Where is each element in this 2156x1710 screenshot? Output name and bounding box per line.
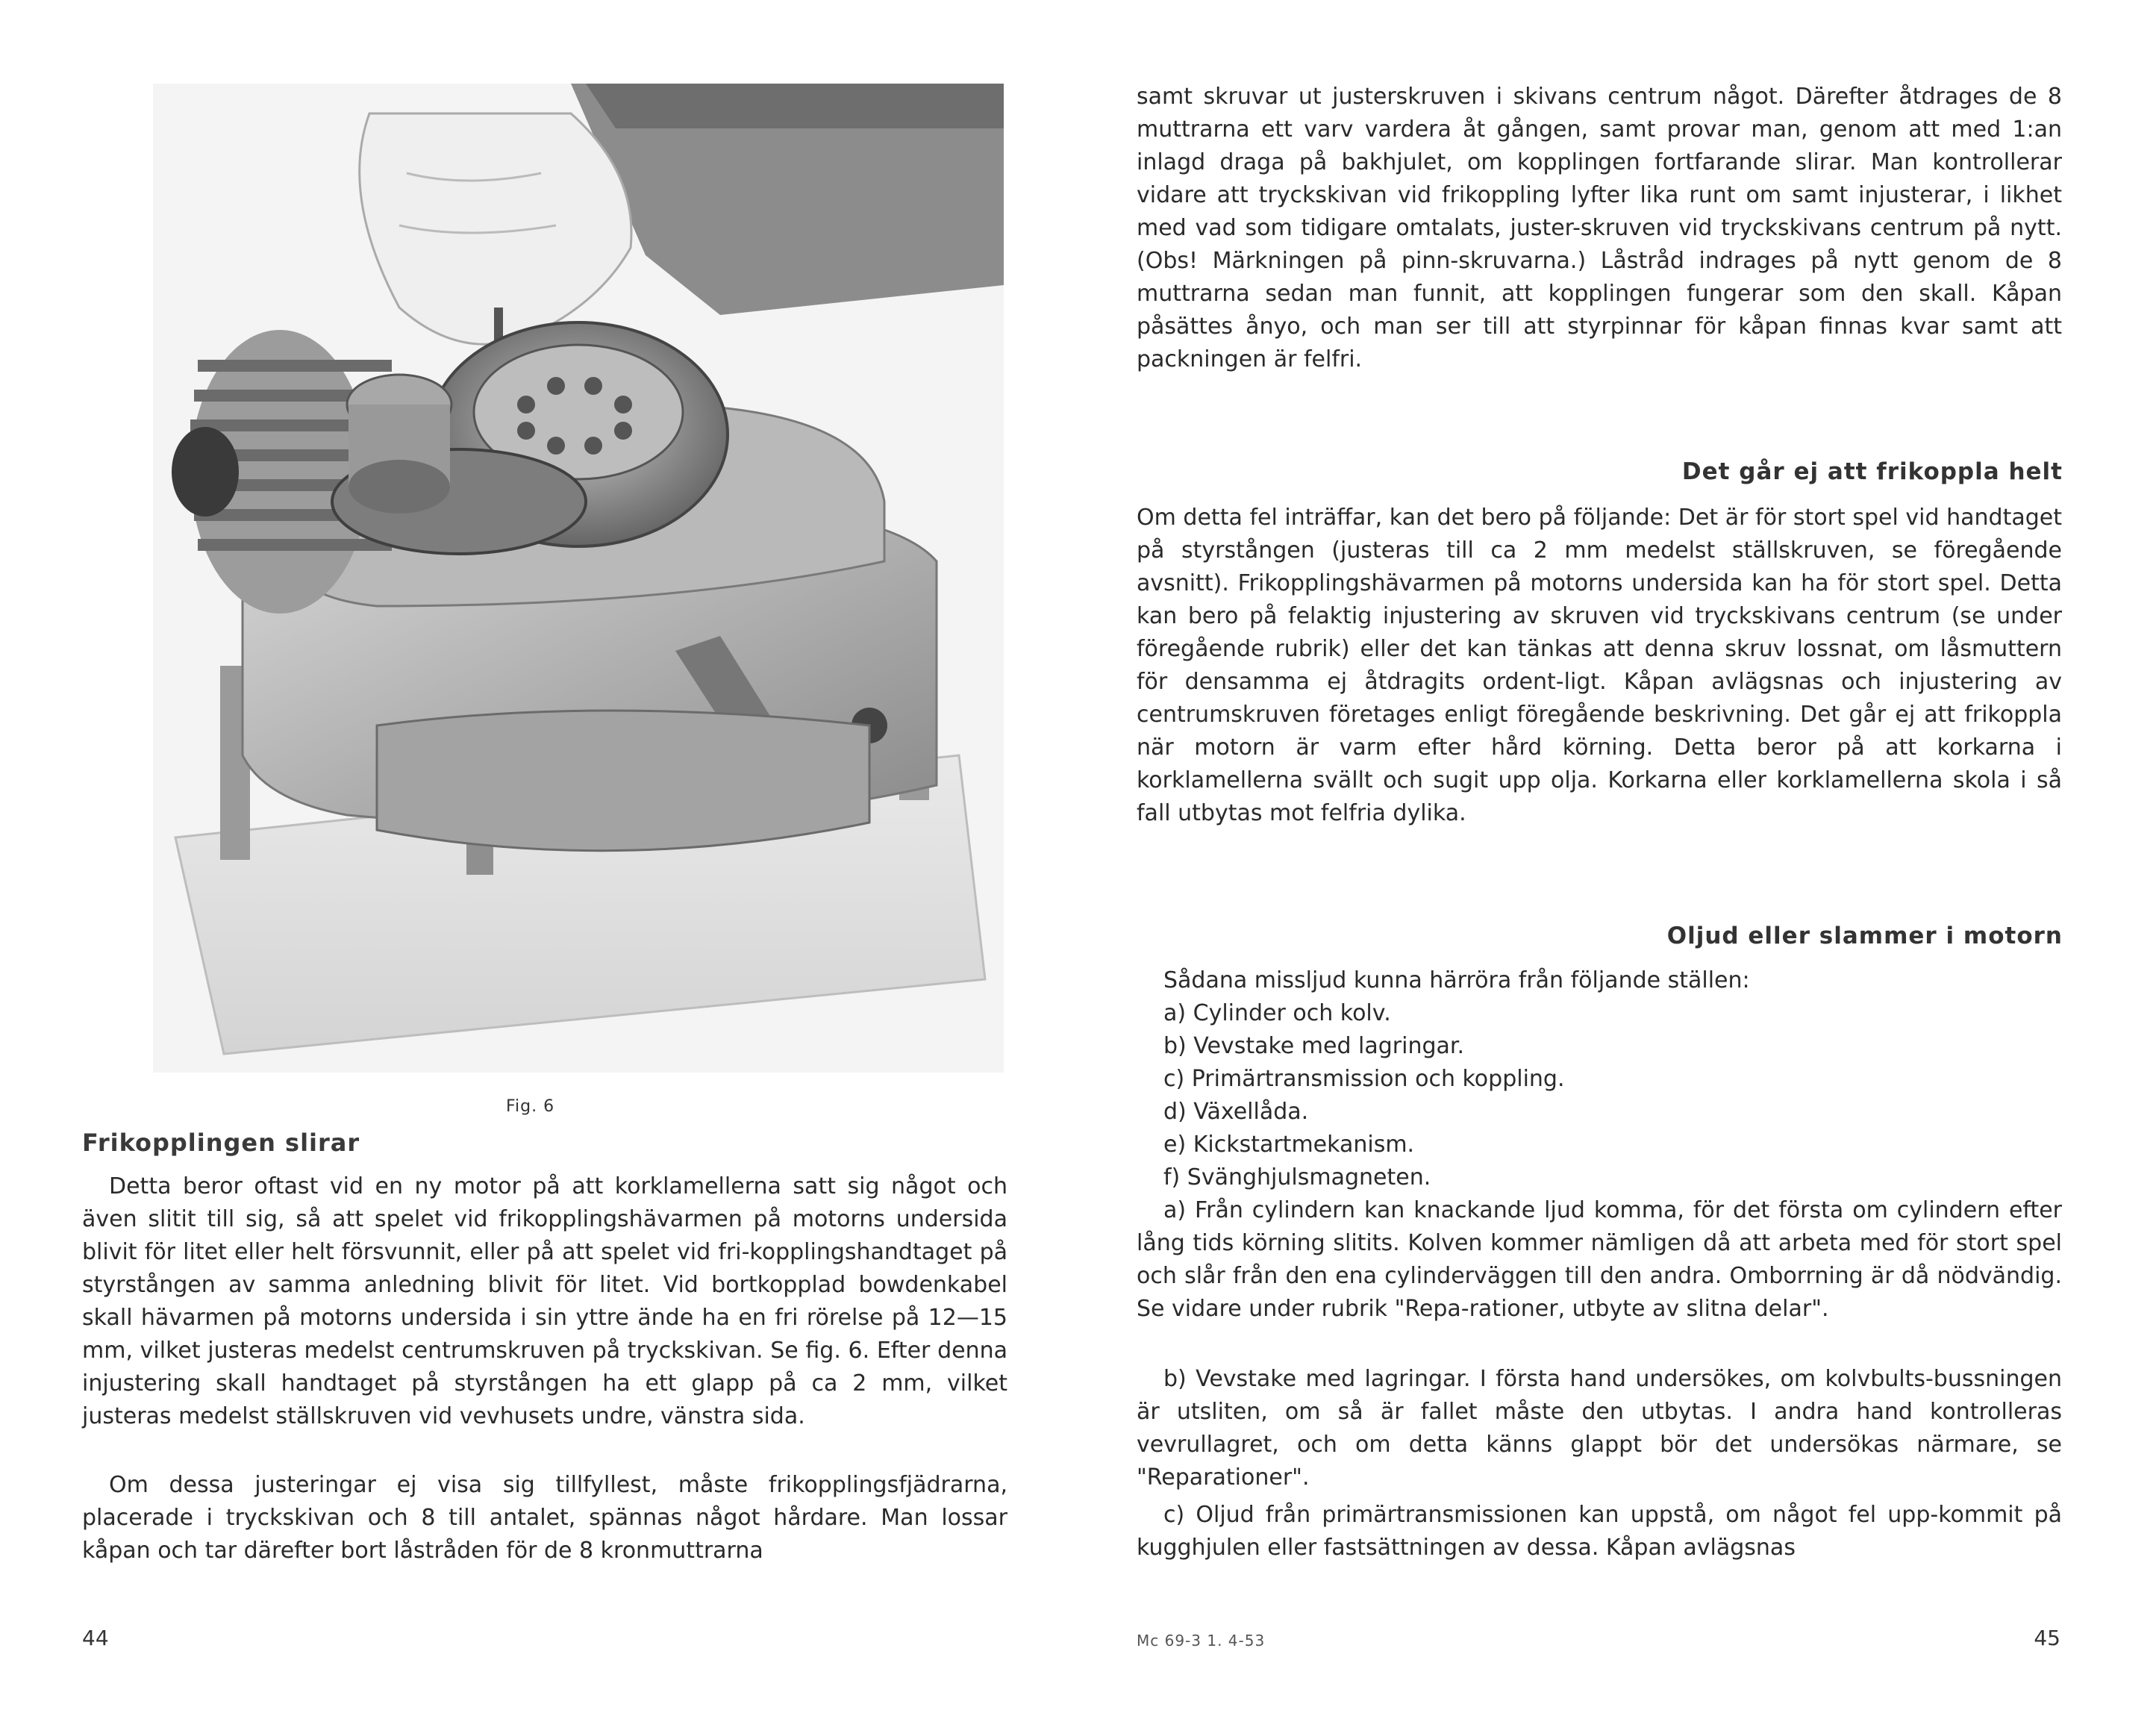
page-number-left: 44 <box>82 1626 109 1650</box>
engine-clutch-photo <box>153 84 1004 1073</box>
list-item: f) Svänghjulsmagneten. <box>1163 1164 1431 1191</box>
paragraph: samt skruvar ut justerskruven i skivans centrum något. Därefter åtdrages de 8 muttrarna ett varv vardera åt gången, samt provar man, genom att med 1:an inlagd draga på bakhjulet, om kopplingen fortfarande slirar. Man kontrollerar vidare att tryckskivan vid frikoppling lyfter lika runt om samt injusterar, i likhet med vad som tidigare omtalats, juster-skruven vid tryckskivans centrum på nytt. (Obs! Märkningen på pinn-skruvarna.) Låstråd indrages på nytt genom de 8 muttrarna sedan man funnit, att kopplingen fungerar som den skall. Kåpan påsättes ånyo, och man ser till att styrpinnar för kåpan finnas kvar samt att packningen är felfri. <box>1137 84 2062 372</box>
page-number-right: 45 <box>2034 1626 2060 1650</box>
section-heading-cannot-disengage: Det går ej att frikoppla helt <box>1681 458 2063 485</box>
list-item: c) Primärtransmission och koppling. <box>1163 1066 1565 1092</box>
paragraph: b) Vevstake med lagringar. I första hand undersökes, om kolvbults-bussningen är utsliten, om så är fallet måste den utbytas. I andra hand kontrolleras vevrullagret, och om detta känns glappt bör det undersökas närmare, se "Reparationer". <box>1137 1366 2062 1491</box>
paragraph: Detta beror oftast vid en ny motor på att korklamellerna satt sig något och även slitit till sig, så att spelet vid frikopplingshävarmen på motorns undersida blivit för litet eller helt försvunnit, eller på att spelet vid fri-kopplingshandtaget på styrstången av samma anledning blivit för litet. Vid bortkopplad bowdenkabel skall hävarmen på motorns undersida i sin yttre ände ha en fri rörelse på 12—15 mm, vilket justeras medelst centrumskruven på tryckskivan. Se fig. 6. Efter denna injustering skall handtaget på styrstången ha ett glapp på ca 2 mm, vilket justeras medelst ställskruven vid vevhusets undre, vänstra sida. <box>82 1173 1007 1429</box>
figure-caption: Fig. 6 <box>506 1097 555 1116</box>
list-item: e) Kickstartmekanism. <box>1163 1132 1415 1158</box>
right-page <box>1078 0 2156 1710</box>
list-item: b) Vevstake med lagringar. <box>1163 1033 1465 1059</box>
list-item: d) Växellåda. <box>1163 1099 1309 1125</box>
print-code: Mc 69-3 1. 4-53 <box>1137 1632 1266 1650</box>
list-intro: Sådana missljud kunna härröra från följande ställen: <box>1163 967 1750 993</box>
engine-illustration <box>153 84 1004 1073</box>
section-heading-clutch-slipping: Frikopplingen slirar <box>82 1129 360 1157</box>
paragraph: Om dessa justeringar ej visa sig tillfyllest, måste frikopplingsfjädrarna, placerade i tryckskivan och 8 till antalet, spännas något hårdare. Man lossar kåpan och tar därefter bort låstråden för de 8 kronmuttrarna <box>82 1472 1007 1564</box>
list-item: a) Cylinder och kolv. <box>1163 1000 1391 1026</box>
paragraph: Om detta fel inträffar, kan det bero på följande: Det är för stort spel vid handtaget på styrstången (justeras till ca 2 mm medelst ställskruven, se föregående avsnitt). Frikopplingshävarmen på motorns undersida kan ha för stort spel. Detta kan bero på felaktig injustering av skruven vid tryckskivans centrum (se under föregående rubrik) eller det kan tänkas att denna skruv lossnat, om låsmuttern för densamma ej åtdragits ordent-ligt. Kåpan avlägsnas och injustering av centrumskruven företages enligt föregående beskrivning. Det går ej att frikoppla när motorn är varm efter hård körning. Detta beror på att korkarna i korklamellerna svällt och sugit upp olja. Korkarna eller korklamellerna skola i så fall utbytas mot felfria dylika. <box>1137 505 2062 826</box>
section-heading-engine-noise: Oljud eller slammer i motorn <box>1666 923 2063 949</box>
paragraph: c) Oljud från primärtransmissionen kan uppstå, om något fel upp-kommit på kugghjulen eller fastsättningen av dessa. Kåpan avlägsnas <box>1137 1502 2062 1561</box>
paragraph: a) Från cylindern kan knackande ljud komma, för det första om cylindern efter lång tids körning slitits. Kolven kommer nämligen då att arbeta med för stort spel och slår från den ena cylinderväggen till den andra. Omborrning är då nödvändig. Se vidare under rubrik "Repa-rationer, utbyte av slitna delar". <box>1137 1197 2062 1322</box>
noise-source-list <box>1137 964 2062 1194</box>
